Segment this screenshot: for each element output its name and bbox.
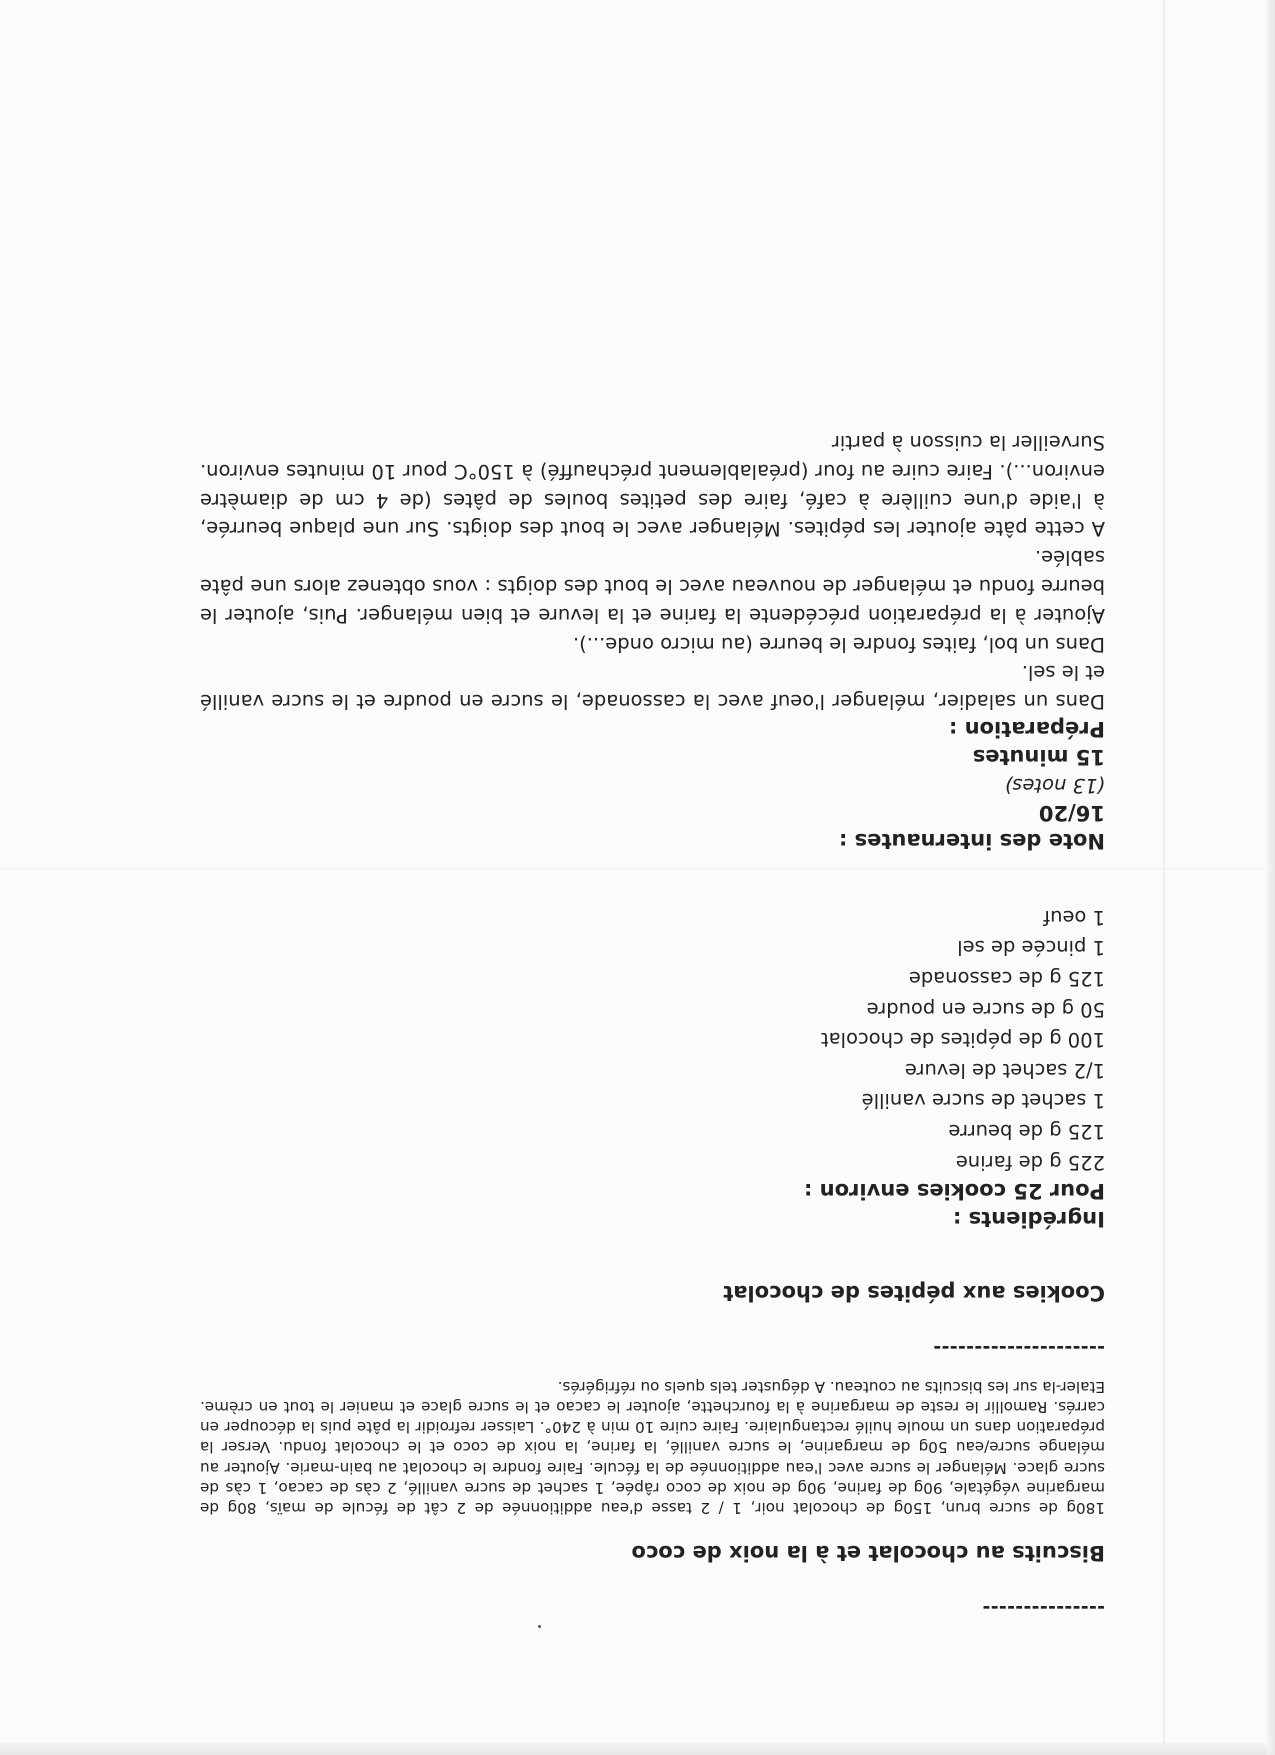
preparation-step: Dans un bol, faites fondre le beurre (au micro onde...). bbox=[572, 632, 1105, 656]
rating-count: (13 notes) bbox=[1004, 774, 1105, 798]
recipe-title: Biscuits au chocolat et à la noix de coco bbox=[631, 1541, 1105, 1565]
preparation-step: Dans un saladier, mélanger l'oeuf avec la cassonade, le sucre en poudre et le sucre vanillé et le sel. bbox=[200, 661, 1105, 714]
list-item: 1 pincée de sel bbox=[957, 936, 1105, 960]
list-item: 225 g de farine bbox=[955, 1150, 1105, 1174]
list-item: 125 g de cassonade bbox=[908, 967, 1105, 991]
preparation-step: Ajouter à la préparation précédente la farine et la levure et bien mélanger. Puis, ajouter le beurre fondu et mélanger de nouveau avec le bout des doigts : vous obtenez alors une pâte sablée. bbox=[200, 546, 1105, 627]
list-item: 100 g de pépites de chocolat bbox=[821, 1028, 1105, 1052]
rating-heading: Note des internautes : bbox=[838, 829, 1105, 854]
ingredient-list bbox=[200, 901, 1105, 1176]
recipe-title: Cookies aux pépites de chocolat bbox=[723, 1280, 1105, 1305]
list-item: 125 g de beurre bbox=[948, 1119, 1105, 1143]
servings-label: Pour 25 cookies environ : bbox=[803, 1178, 1105, 1203]
separator: --------------------- bbox=[933, 1336, 1105, 1359]
list-item: 1/2 sachet de levure bbox=[904, 1058, 1105, 1082]
separator: --------------- bbox=[982, 1597, 1105, 1619]
list-item: 1 oeuf bbox=[1043, 905, 1105, 929]
preparation-text bbox=[200, 427, 1105, 715]
prep-time: 15 minutes bbox=[972, 745, 1105, 770]
rating-value: 16/20 bbox=[1038, 801, 1105, 826]
list-item: 50 g de sucre en poudre bbox=[866, 997, 1105, 1021]
recipe-column bbox=[200, 427, 1105, 1623]
list-item: 1 sachet de sucre vanillé bbox=[861, 1089, 1105, 1113]
preparation-heading: Préparation : bbox=[948, 717, 1105, 742]
scan-speck bbox=[538, 1625, 541, 1628]
recipe-body: 180g de sucre brun, 150g de chocolat noir, 1 / 2 tasse d'eau additionnée de 2 cât de fécule de maïs, 80g de margarine végétale, 90g de farine, 90g de noix de coco râpée, 1 sachet de sucre vanillé, 2 càs de cacao, 1 càs de sucre glace. Mélanger le sucre avec l'eau additionnée de la fécule. Faire fondre le chocolat au bain-marie. Ajouter au mélange sucre/eau 50g de margarine, le sucre vanillé, la farine, la noix de coco et le chocolat fondu. Verser la préparation dans un moule huilé rectangulaire. Faire cuire 10 min à 240°. Laisser refroidir la pâte puis la découper en carrés. Ramollir le reste de margarine à la fourchette, ajouter le cacao et le sucre glace et manier le tout en crème. Etaler-la sur les biscuits au couteau. A déguster tels quels ou réfrigérés. bbox=[200, 1377, 1105, 1517]
ingredients-heading: Ingrédients : bbox=[952, 1206, 1105, 1231]
preparation-step: A cette pâte ajouter les pépites. Mélanger avec le bout des doigts. Sur une plaque beurrée, à l'aide d'une cuillère à café, faire des petites boules de pâtes (de 4 cm de diamètre environ...). Faire cuire au four (préalablement préchauffé) à 150°C pour 10 minutes environ. Surveiller la cuisson à partir bbox=[200, 431, 1105, 541]
